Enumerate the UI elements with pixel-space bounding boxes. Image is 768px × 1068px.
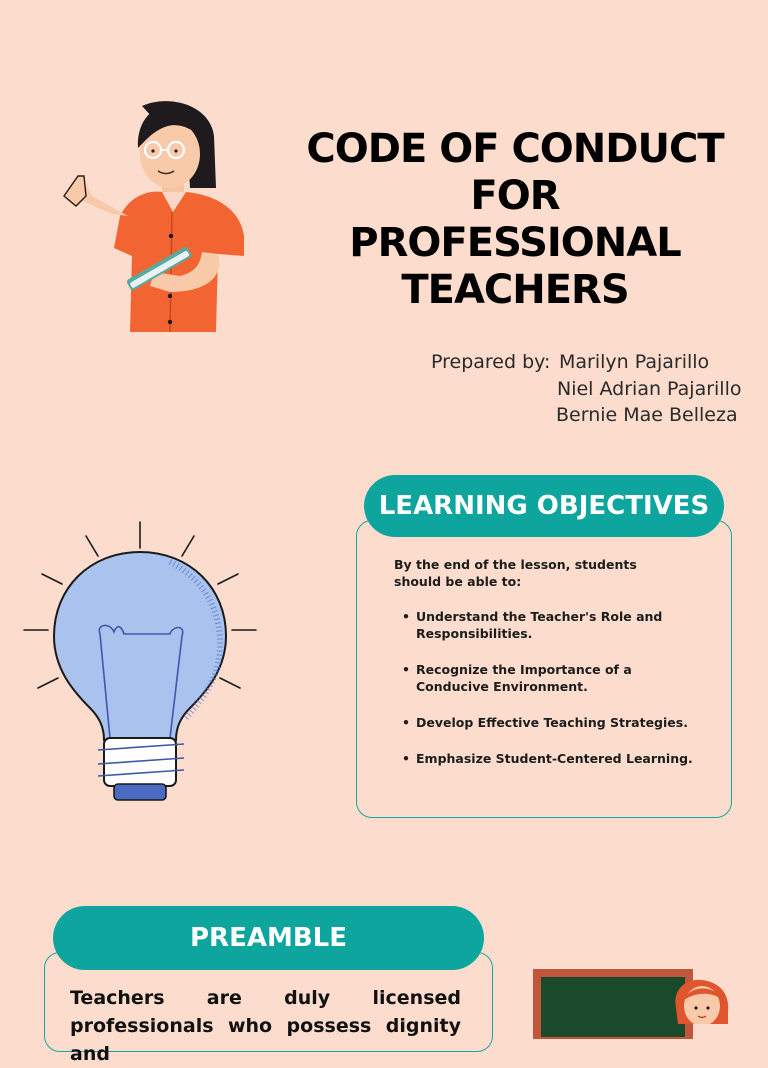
small-teacher-illustration [668, 978, 738, 1024]
title-line-2: FOR PROFESSIONAL [349, 173, 681, 266]
preamble-text: Teachers are duly licensed professionals who possess dignity and [70, 987, 461, 1065]
chalkboard-surface [541, 977, 685, 1037]
author-name: Marilyn Pajarillo [559, 351, 710, 373]
objectives-intro: By the end of the lesson, students should be able to: [394, 557, 637, 589]
page-title [300, 126, 730, 314]
list-item: • Recognize the Importance of a Conducive Environment. [400, 661, 700, 695]
title-line-3: TEACHERS [401, 267, 629, 313]
preamble-heading: PREAMBLE [53, 906, 484, 970]
prepared-by-label: Prepared by: [431, 351, 551, 373]
list-item: • Understand the Teacher's Role and Responsibilities. [400, 608, 700, 642]
list-item: • Emphasize Student-Centered Learning. [400, 750, 700, 767]
teacher-illustration [50, 96, 250, 336]
author-name: Bernie Mae Belleza [556, 404, 738, 426]
title-line-1: CODE OF CONDUCT [306, 126, 724, 172]
objectives-heading: LEARNING OBJECTIVES [364, 475, 724, 537]
author-name: Niel Adrian Pajarillo [557, 377, 742, 400]
objectives-list [400, 608, 700, 767]
lightbulb-illustration [20, 518, 260, 808]
prepared-by-block [431, 349, 741, 429]
list-item: • Develop Effective Teaching Strategies. [400, 714, 700, 731]
